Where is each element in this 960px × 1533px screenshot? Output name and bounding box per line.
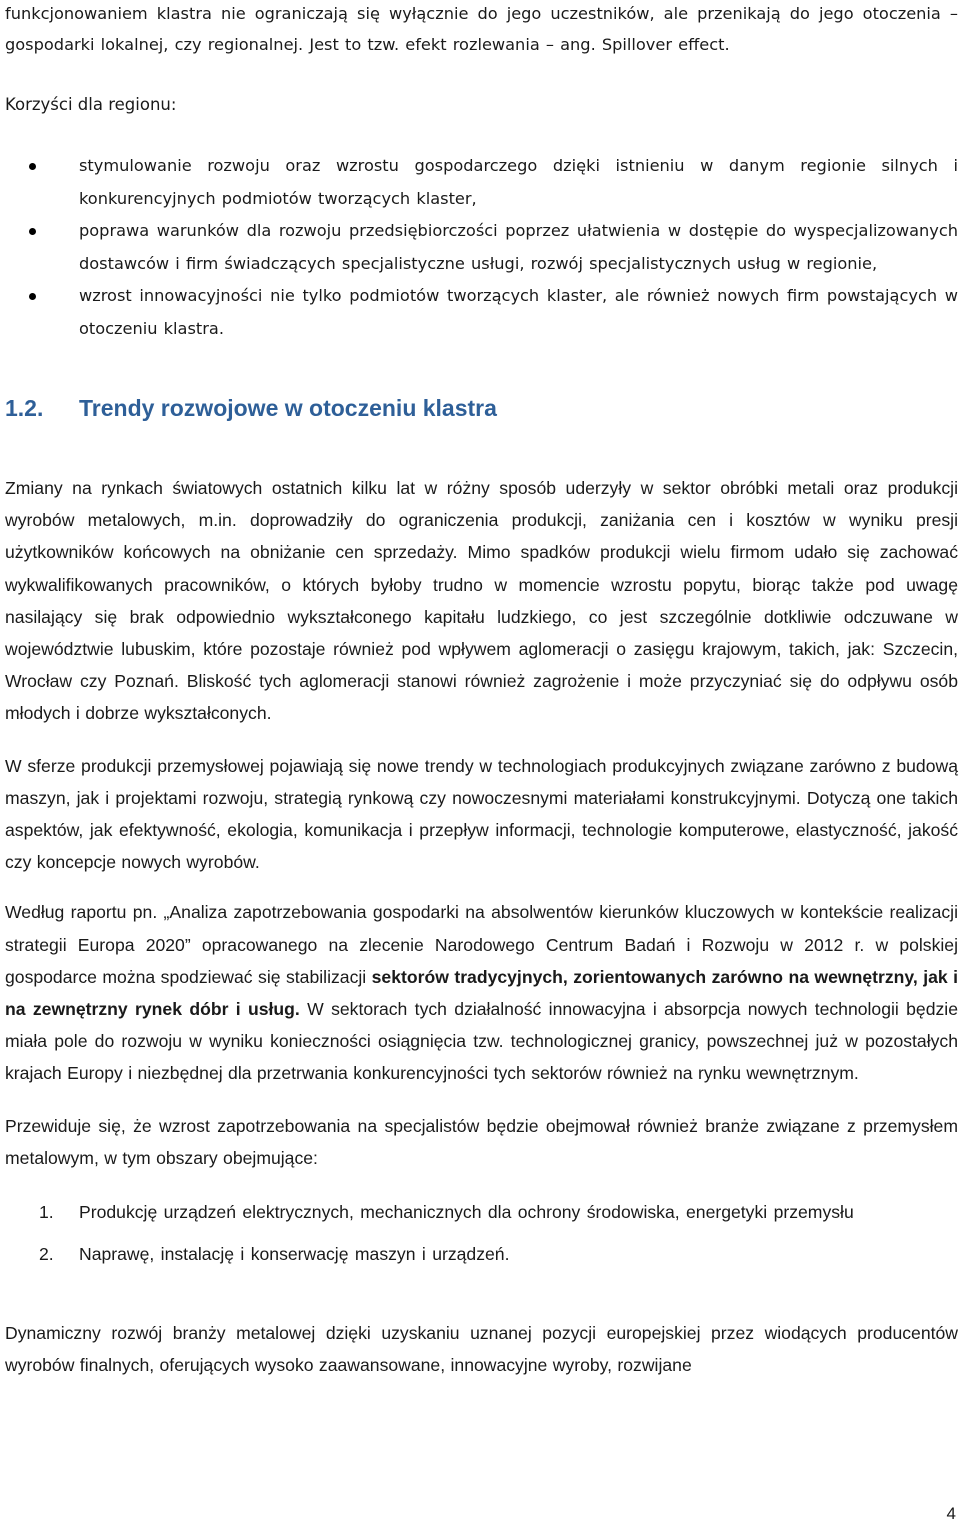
- paragraph-bold-text: sektorów tradycyjnych, zorientowanych zarówno na wewnętrzny, jak i na zewnętrzny rynek dóbr i usług.: [5, 966, 958, 1020]
- section-title: Trendy rozwojowe w otoczeniu klastra: [79, 395, 497, 421]
- intro-paragraph: funkcjonowaniem klastra nie ograniczają się wyłącznie do jego uczestników, ale przenikają do jego otoczenia – gospodarki lokalnej, czy regionalnej. Jest to tzw. efekt rozlewania – ang. Spillover effect.: [5, 4, 958, 54]
- list-text: Naprawę, instalację i konserwację maszyn i urządzeń.: [79, 1244, 510, 1265]
- benefits-heading: Korzyści dla regionu:: [5, 95, 177, 114]
- paragraph: Przewiduje się, że wzrost zapotrzebowania na specjalistów będzie obejmował również branże związane z przemysłem metalowym, w tym obszary obejmujące:: [5, 1115, 958, 1168]
- list-item: stymulowanie rozwoju oraz wzrostu gospodarczego dzięki istnieniu w danym regionie silnych i konkurencyjnych podmiotów tworzących klaster,: [5, 150, 958, 215]
- paragraph: Zmiany na rynkach światowych ostatnich kilku lat w różny sposób uderzyły w sektor obróbki metali oraz produkcji wyrobów metalowych, m.in. doprowadziły do ograniczenia produkcji, zaniżania cen i kosztów w wyniku presji użytkowników końcowych na obniżanie cen sprzedaży. Mimo spadków produkcji wielu firmom udało się zachować wykwalifikowanych pracowników, o których byłoby trudno w momencie wzrostu popytu, biorąc także pod uwagę nasilający się brak odpowiednio wykształconego kapitału ludzkiego, co jest szczególnie dotkliwie odczuwane w województwie lubuskim, które pozostaje również pod wpływem aglomeracji o zasięgu krajowym, takich, jak: Szczecin, Wrocław czy Poznań. Bliskość tych aglomeracji stanowi również zagrożenie i może przyczyniać się do odpływu osób młodych i dobrze wykształconych.: [5, 478, 958, 724]
- paragraph-text: Według raportu pn. „Analiza zapotrzebowania gospodarki na absolwentów kierunków kluczowych w kontekście realizacji strategii Europa 2020” opracowanego na zlecenie Narodowego Centrum Badań i Rozwoju w 2012 r. w polskiej gospodarce można spodziewać się stabilizacji: [5, 902, 958, 987]
- list-number: 2.: [39, 1244, 54, 1265]
- page-number: 4: [946, 1504, 956, 1523]
- areas-list: [5, 1196, 958, 1270]
- list-text: Produkcję urządzeń elektrycznych, mechanicznych dla ochrony środowiska, energetyki przemysłu: [79, 1202, 854, 1223]
- benefits-list: [5, 150, 958, 345]
- paragraph: W sferze produkcji przemysłowej pojawiają się nowe trendy w technologiach produkcyjnych związane zarówno z budową maszyn, jak i projektami rozwoju, strategią rynkową czy nowoczesnymi materiałami konstrukcyjnymi. Dotyczą one takich aspektów, jak efektywność, ekologia, komunikacja i przepływ informacji, technologie komputerowe, elastyczność, jakość czy koncepcje nowych wyrobów.: [5, 755, 958, 873]
- section-number: 1.2.: [5, 395, 44, 421]
- paragraph: Dynamiczny rozwój branży metalowej dzięki uzyskaniu uznanej pozycji europejskiej przez wiodących producentów wyrobów finalnych, oferujących wysoko zaawansowane, innowacyjne wyroby, rozwijane: [5, 1323, 958, 1376]
- paragraph-text: W sektorach tych działalność innowacyjna i absorpcja nowych technologii będzie miała pole do rozwoju w wyniku konieczności osiągnięcia tzw. technologicznej granicy, powszechnej już w pozostałych krajach Europy i niezbędnej dla przetrwania konkurencyjności tych sektorów również na rynku wewnętrznym.: [5, 999, 958, 1084]
- list-item: poprawa warunków dla rozwoju przedsiębiorczości poprzez ułatwienia w dostępie do wyspecjalizowanych dostawców i firm świadczących specjalistyczne usługi, rozwój specjalistycznych usług w regionie,: [5, 215, 958, 280]
- list-number: 1.: [39, 1202, 54, 1223]
- list-item: [5, 1238, 958, 1270]
- list-item: wzrost innowacyjności nie tylko podmiotów tworzących klaster, ale również nowych firm powstających w otoczeniu klastra.: [5, 280, 958, 345]
- section-heading: [5, 393, 958, 423]
- document-page: [5, 0, 958, 1381]
- paragraph: [5, 896, 958, 1089]
- list-item: [5, 1196, 958, 1228]
